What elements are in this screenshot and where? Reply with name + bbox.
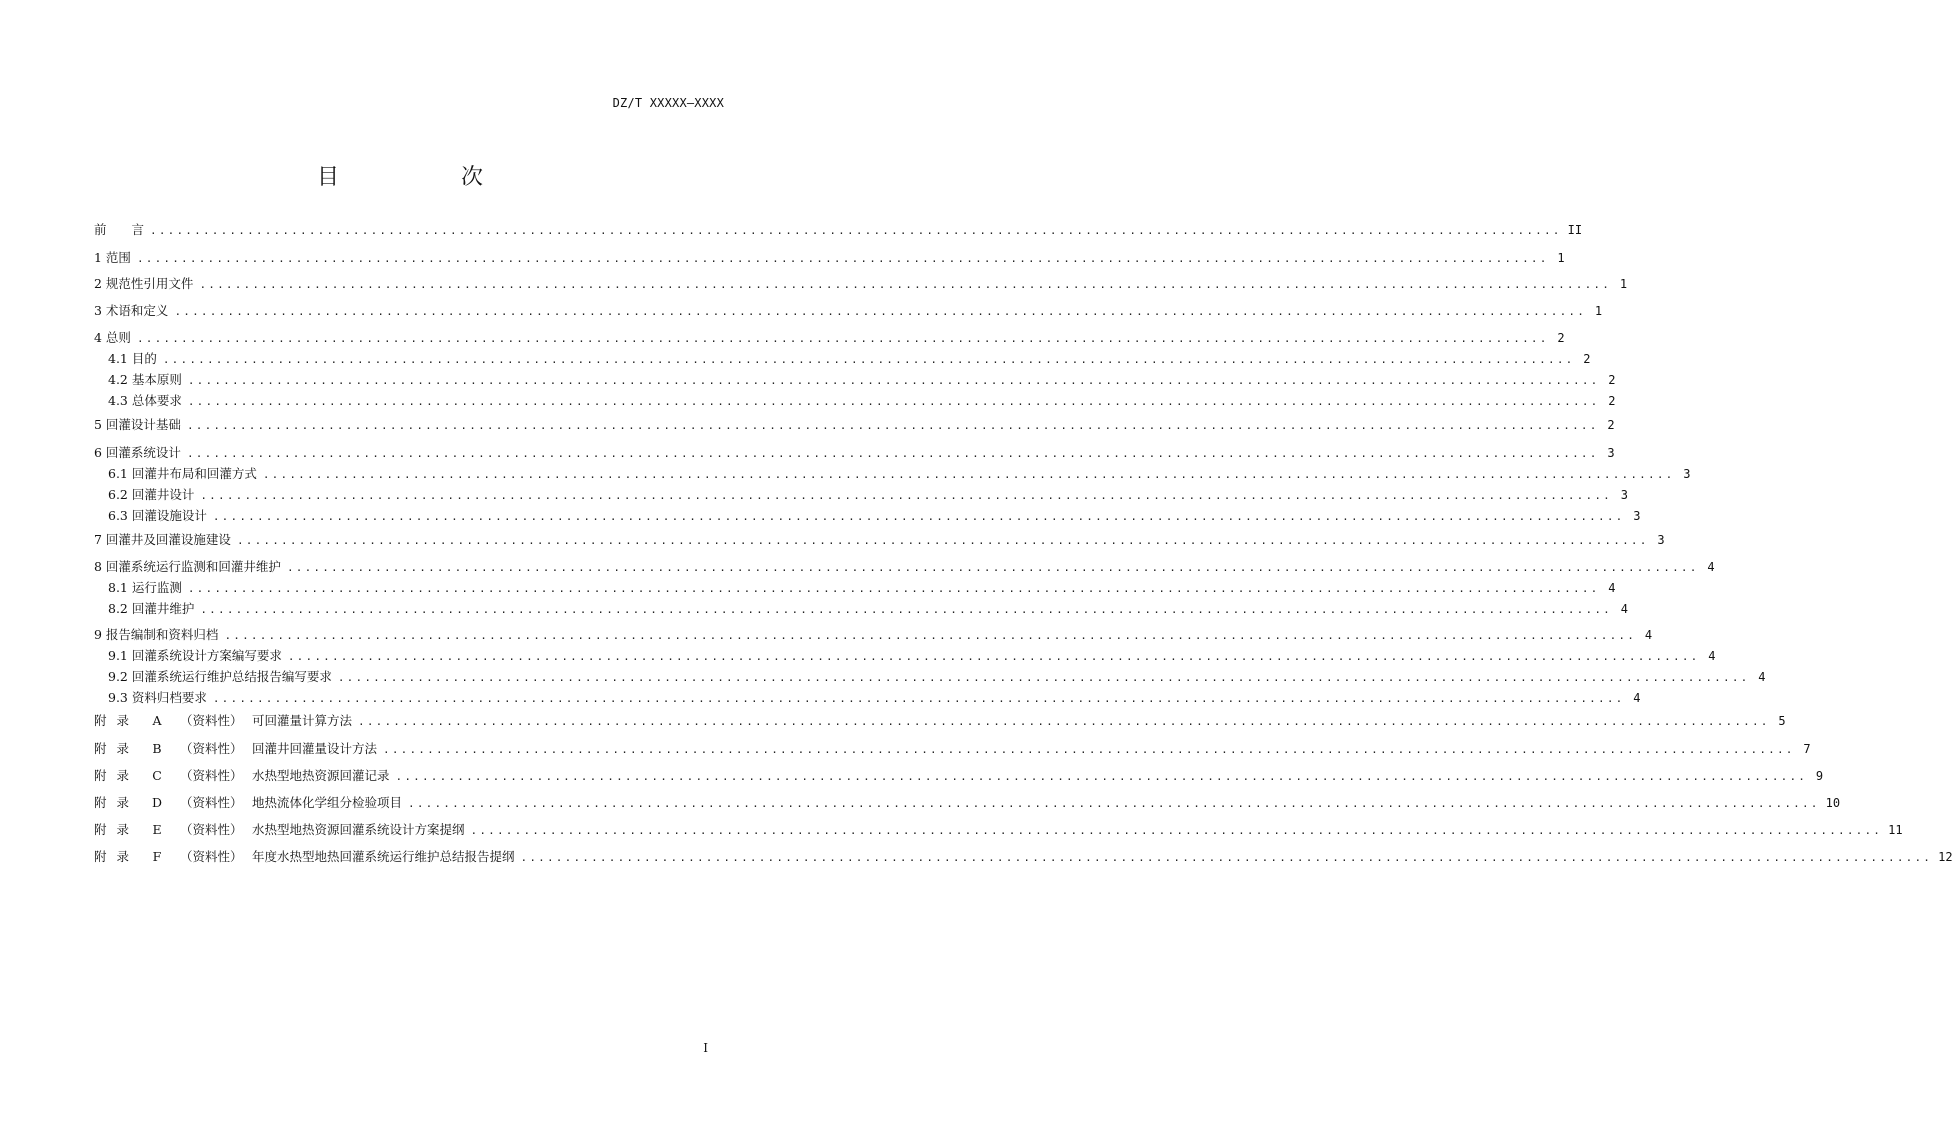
page-title: 目 次 xyxy=(316,165,509,190)
toc-page-number: 3 xyxy=(1620,488,1628,502)
toc-leader-dots: ................................................................................................................................................................ xyxy=(520,851,1933,864)
appendix-label xyxy=(94,794,402,812)
toc-leader-dots: ................................................................................................................................................................ xyxy=(187,374,1600,387)
toc-entry-label: 4.3 总体要求 xyxy=(108,393,182,408)
appendix-label xyxy=(94,767,390,785)
toc-leader-dots: ................................................................................................................................................................ xyxy=(187,395,1600,408)
toc-appendix-entry[interactable] xyxy=(94,848,1953,866)
document-code: DZ/T XXXXX—XXXX xyxy=(612,96,724,110)
toc-page-number: 10 xyxy=(1825,796,1841,810)
appendix-title: 水热型地热资源回灌记录 xyxy=(252,768,390,783)
appendix-prefix: 附录 xyxy=(94,849,140,864)
appendix-prefix: 附录 xyxy=(94,768,140,783)
toc-entry[interactable] xyxy=(108,392,1616,410)
toc-entry-label: 4.2 基本原则 xyxy=(108,372,182,387)
toc-leader-dots: ................................................................................................................................................................ xyxy=(395,770,1808,783)
toc-entry-label: 8.2 回灌井维护 xyxy=(108,601,195,616)
toc-entry[interactable] xyxy=(108,465,1691,483)
toc-page-number: 3 xyxy=(1633,509,1641,523)
toc-page-number: 12 xyxy=(1938,850,1953,864)
toc-entry-label: 9.3 资料归档要求 xyxy=(108,690,207,705)
toc-leader-dots: ................................................................................................................................................................ xyxy=(286,561,1699,574)
toc-leader-dots: ................................................................................................................................................................ xyxy=(174,305,1587,318)
appendix-letter: F xyxy=(152,849,162,864)
toc-entry-label: 5 回灌设计基础 xyxy=(94,417,181,432)
toc-entry-label: 6.1 回灌井布局和回灌方式 xyxy=(108,466,257,481)
toc-entry[interactable] xyxy=(94,444,1615,462)
page-number: I xyxy=(703,1041,708,1055)
appendix-label xyxy=(94,740,377,758)
toc-entry-label: 4.1 目的 xyxy=(108,351,157,366)
appendix-type: （资料性） xyxy=(180,849,243,864)
toc-entry-label: 2 规范性引用文件 xyxy=(94,276,194,291)
toc-entry-label: 9.1 回灌系统设计方案编写要求 xyxy=(108,648,282,663)
toc-entry[interactable] xyxy=(108,647,1716,665)
appendix-letter: E xyxy=(152,822,162,837)
toc-entry[interactable] xyxy=(94,531,1665,549)
toc-entry[interactable] xyxy=(94,626,1653,644)
appendix-type: （资料性） xyxy=(180,741,243,756)
toc-entry[interactable] xyxy=(94,302,1603,320)
toc-page-number: 1 xyxy=(1557,251,1565,265)
appendix-title: 地热流体化学组分检验项目 xyxy=(252,795,403,810)
toc-leader-dots: ................................................................................................................................................................ xyxy=(337,671,1750,684)
toc-leader-dots: ................................................................................................................................................................ xyxy=(162,353,1575,366)
appendix-type: （资料性） xyxy=(180,713,243,728)
toc-entry-label: 7 回灌井及回灌设施建设 xyxy=(94,532,231,547)
toc-entry-label: 6.2 回灌井设计 xyxy=(108,487,195,502)
toc-leader-dots: ................................................................................................................................................................ xyxy=(199,278,1612,291)
toc-page-number: 4 xyxy=(1608,581,1616,595)
appendix-letter: D xyxy=(151,795,163,810)
toc-leader-dots: ................................................................................................................................................................ xyxy=(186,419,1599,432)
toc-entry[interactable] xyxy=(108,486,1628,504)
toc-entry-label: 6.3 回灌设施设计 xyxy=(108,508,207,523)
toc-page-number: 2 xyxy=(1583,352,1591,366)
appendix-type: （资料性） xyxy=(180,822,243,837)
toc-leader-dots: ................................................................................................................................................................ xyxy=(383,743,1795,756)
toc-leader-dots: ................................................................................................................................................................ xyxy=(200,489,1612,502)
toc-entry-label: 前 言 xyxy=(94,222,145,237)
toc-page-number: 4 xyxy=(1708,649,1716,663)
toc-page-number: 5 xyxy=(1778,714,1786,728)
toc-page-number: 4 xyxy=(1707,560,1715,574)
toc-leader-dots: ................................................................................................................................................................ xyxy=(136,252,1549,265)
toc-entry[interactable] xyxy=(108,600,1628,618)
toc-page-number: 7 xyxy=(1803,742,1811,756)
toc-page-number: 4 xyxy=(1644,628,1653,642)
appendix-type: （资料性） xyxy=(180,795,243,810)
toc-appendix-entry[interactable] xyxy=(94,821,1903,839)
toc-entry[interactable] xyxy=(94,416,1615,434)
toc-entry[interactable] xyxy=(108,371,1616,389)
appendix-label xyxy=(94,712,352,730)
toc-entry[interactable] xyxy=(108,579,1616,597)
toc-leader-dots: ................................................................................................................................................................ xyxy=(287,650,1700,663)
appendix-letter: A xyxy=(152,713,162,728)
toc-entry-label: 8 回灌系统运行监测和回灌井维护 xyxy=(94,559,281,574)
toc-page-number: 4 xyxy=(1758,670,1766,684)
appendix-title: 年度水热型地热回灌系统运行维护总结报告提纲 xyxy=(252,849,515,864)
toc-leader-dots: ................................................................................................................................................................ xyxy=(136,332,1549,345)
toc-entry-label: 9.2 回灌系统运行维护总结报告编写要求 xyxy=(108,669,332,684)
toc-entry[interactable] xyxy=(94,558,1715,576)
toc-leader-dots: ................................................................................................................................................................ xyxy=(224,629,1637,642)
toc-entry[interactable] xyxy=(94,329,1565,347)
toc-entry[interactable] xyxy=(108,689,1641,707)
toc-page-number: 1 xyxy=(1619,277,1628,291)
toc-entry[interactable] xyxy=(108,350,1591,368)
toc-leader-dots: ................................................................................................................................................................ xyxy=(236,534,1649,547)
appendix-title: 可回灌量计算方法 xyxy=(252,713,353,728)
toc-leader-dots: ................................................................................................................................................................ xyxy=(187,582,1600,595)
appendix-prefix: 附录 xyxy=(94,822,140,837)
appendix-prefix: 附录 xyxy=(94,795,140,810)
toc-page-number: 3 xyxy=(1657,533,1665,547)
toc-page-number: 3 xyxy=(1607,446,1615,460)
appendix-label xyxy=(94,821,465,839)
toc-page-number: 9 xyxy=(1815,769,1824,783)
toc-entry-label: 9 报告编制和资料归档 xyxy=(94,627,219,642)
toc-leader-dots: ................................................................................................................................................................ xyxy=(358,715,1770,728)
toc-entry-label: 6 回灌系统设计 xyxy=(94,445,181,460)
toc-page-number: 11 xyxy=(1888,823,1903,837)
toc-appendix-entry[interactable] xyxy=(94,740,1811,758)
appendix-title: 回灌井回灌量设计方法 xyxy=(252,741,378,756)
appendix-type: （资料性） xyxy=(180,768,243,783)
toc-page-number: 2 xyxy=(1607,418,1615,432)
toc-leader-dots: ................................................................................................................................................................ xyxy=(186,447,1599,460)
toc-appendix-entry[interactable] xyxy=(94,767,1824,785)
toc-leader-dots: ................................................................................................................................................................ xyxy=(408,797,1820,810)
appendix-label xyxy=(94,848,515,866)
toc-entry-label: 3 术语和定义 xyxy=(94,303,169,318)
toc-page-number: 3 xyxy=(1683,467,1691,481)
toc-page-number: 1 xyxy=(1594,304,1603,318)
toc-entry[interactable] xyxy=(108,507,1641,525)
toc-leader-dots: ................................................................................................................................................................ xyxy=(212,692,1625,705)
toc-page-number: 4 xyxy=(1633,691,1641,705)
toc-leader-dots: ................................................................................................................................................................ xyxy=(470,824,1883,837)
toc-page-number: II xyxy=(1567,223,1583,237)
toc-entry[interactable] xyxy=(108,668,1766,686)
appendix-prefix: 附录 xyxy=(94,713,140,728)
toc-entry[interactable] xyxy=(94,275,1628,293)
appendix-title: 水热型地热资源回灌系统设计方案提纲 xyxy=(252,822,465,837)
toc-entry-label: 8.1 运行监测 xyxy=(108,580,182,595)
toc-page-number: 2 xyxy=(1557,331,1565,345)
appendix-letter: B xyxy=(152,741,162,756)
toc-leader-dots: ................................................................................................................................................................ xyxy=(200,603,1612,616)
toc-appendix-entry[interactable] xyxy=(94,794,1841,812)
toc-entry-label: 1 范围 xyxy=(94,250,131,265)
toc-leader-dots: ................................................................................................................................................................ xyxy=(150,224,1562,237)
toc-entry[interactable] xyxy=(94,221,1583,239)
toc-entry-label: 4 总则 xyxy=(94,330,131,345)
toc-page-number: 2 xyxy=(1608,394,1616,408)
toc-page-number: 2 xyxy=(1608,373,1616,387)
appendix-prefix: 附录 xyxy=(94,741,140,756)
toc-entry[interactable] xyxy=(94,249,1565,267)
toc-leader-dots: ................................................................................................................................................................ xyxy=(262,468,1675,481)
toc-page-number: 4 xyxy=(1620,602,1628,616)
appendix-letter: C xyxy=(152,768,162,783)
toc-leader-dots: ................................................................................................................................................................ xyxy=(212,510,1625,523)
toc-appendix-entry[interactable] xyxy=(94,712,1786,730)
